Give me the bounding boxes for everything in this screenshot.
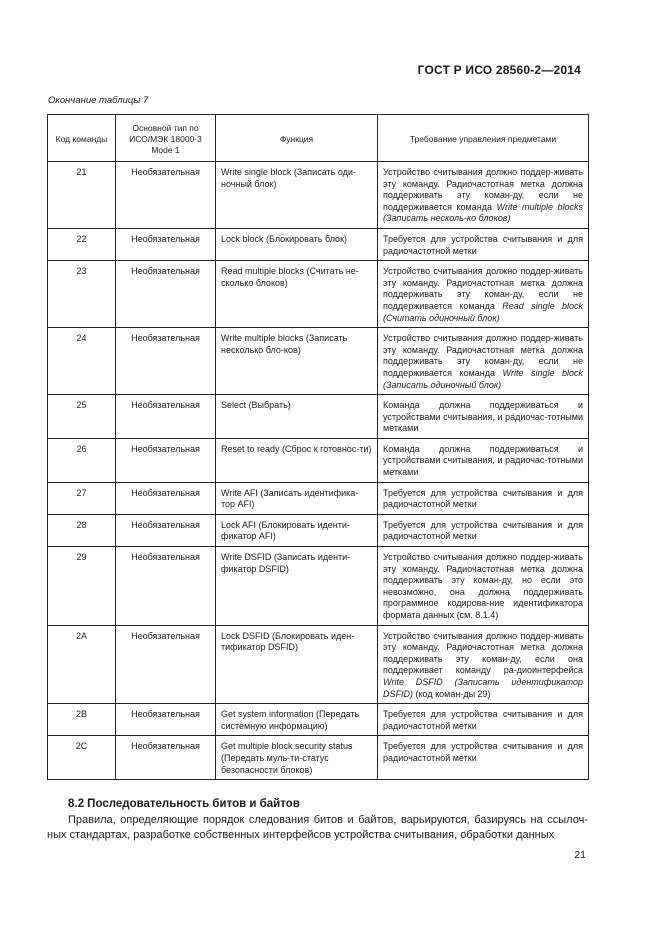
column-header-requirement: Требование управления предметами (378, 115, 589, 162)
command-code-cell: 2C (48, 736, 116, 780)
requirement-cell (378, 547, 589, 626)
command-type-cell: Необязательная (116, 482, 216, 514)
command-type-cell: Необязательная (116, 736, 216, 780)
requirement-cell (378, 704, 589, 736)
requirement-text: Устройство считывания должно поддер-живать эту команду. Радиочастотная метка должна поддерживать эту коман-ду, если не поддерживается команда (383, 333, 583, 378)
requirement-cell (378, 625, 589, 704)
command-code-cell: 22 (48, 228, 116, 260)
command-function-cell: Reset to ready (Сброс к готовнос-ти) (216, 438, 378, 482)
requirement-text: Требуется для устройства считывания и для радиочастотной метки (383, 487, 583, 510)
table-row (48, 395, 589, 439)
requirement-cell (378, 736, 589, 780)
command-code-cell: 23 (48, 261, 116, 328)
requirement-tail-text: (код коман-ды 29) (415, 688, 491, 699)
command-function-cell: Lock AFI (Блокировать иденти-фикатор AFI) (216, 514, 378, 546)
requirement-cell (378, 261, 589, 328)
requirement-cell (378, 228, 589, 260)
requirement-text: Команда должна поддерживаться и устройствами считывания, и радиочас-тотными метками (383, 400, 583, 434)
column-header-function: Функция (216, 115, 378, 162)
table-row (48, 736, 589, 780)
command-function-cell: Select (Выбрать) (216, 395, 378, 439)
command-type-cell: Необязательная (116, 395, 216, 439)
command-function-cell: Read multiple blocks (Считать не-сколько блоков) (216, 261, 378, 328)
requirement-text: Требуется для устройства считывания и для радиочастотной метки (383, 519, 583, 542)
command-type-cell: Необязательная (116, 328, 216, 395)
requirement-text: Требуется для устройства считывания и для радиочастотной метки (383, 741, 583, 763)
command-function-cell: Write DSFID (Записать иденти-фикатор DSFID) (216, 547, 378, 626)
command-function-cell: Write single block (Записать оди-ночный блок) (216, 162, 378, 229)
table-row (48, 328, 589, 395)
table-caption: Окончание таблицы 7 (48, 95, 149, 106)
requirement-text: Требуется для устройства считывания и для радиочастотной метки (383, 233, 583, 256)
command-type-cell: Необязательная (116, 261, 216, 328)
section-title: 8.2 Последовательность битов и байтов (68, 798, 300, 810)
requirement-cell (378, 482, 589, 514)
command-type-cell: Необязательная (116, 547, 216, 626)
requirement-text: Устройство считывания должно поддер-живать эту команду. Радиочастотная метка должна поддерживать эту коман-ду, но если это невозможно, она должна поддерживать программное кодирова-ние идентификатора формата данных (см. 8.1.4) (383, 552, 583, 620)
table-row (48, 625, 589, 704)
requirement-text: Команда должна поддерживаться и устройствами считывания, и радиочас-тотными метками (383, 443, 583, 478)
column-header-code: Код команды (48, 115, 116, 162)
command-type-cell: Необязательная (116, 162, 216, 229)
column-header-type: Основной тип по ИСО/МЭК 18000-3 Mode 1 (116, 115, 216, 162)
command-function-cell: Lock block (Блокировать блок) (216, 228, 378, 260)
table-row (48, 438, 589, 482)
requirement-text: Устройство считывания должно поддер-живать эту команду. Радиочастотная метка должна поддерживать эту коман-ду, если она поддерживает команду ра-диоинтерфейса (383, 630, 583, 676)
document-header: ГОСТ Р ИСО 28560-2—2014 (417, 63, 581, 77)
command-code-cell: 27 (48, 482, 116, 514)
command-function-cell: Write multiple blocks (Записать несколько бло-ков) (216, 328, 378, 395)
table-row (48, 482, 589, 514)
command-code-cell: 29 (48, 547, 116, 626)
table-row (48, 228, 589, 260)
command-type-cell: Необязательная (116, 228, 216, 260)
command-function-cell: Write AFI (Записать идентифика-тор AFI) (216, 482, 378, 514)
command-code-cell: 25 (48, 395, 116, 439)
requirement-italic-text: Write multiple blocks (Записать несколь-ко блоков) (383, 201, 583, 224)
command-code-cell: 28 (48, 514, 116, 546)
requirement-italic-text: Write single block (Записать одиночный блок) (383, 367, 583, 390)
command-type-cell: Необязательная (116, 625, 216, 704)
requirement-cell (378, 328, 589, 395)
table-row (48, 162, 589, 229)
table-row (48, 514, 589, 546)
command-type-cell: Необязательная (116, 438, 216, 482)
requirement-text: Требуется для устройства считывания и для радиочастотной метки (383, 709, 583, 731)
requirement-cell (378, 514, 589, 546)
command-code-cell: 26 (48, 438, 116, 482)
table-row (48, 704, 589, 736)
table-row (48, 547, 589, 626)
requirement-cell (378, 395, 589, 439)
commands-table (47, 114, 589, 780)
command-code-cell: 24 (48, 328, 116, 395)
command-function-cell: Get multiple block security status (Передать муль-ти-статус безопасности блоков) (216, 736, 378, 780)
page-number: 21 (574, 849, 586, 861)
command-function-cell: Lock DSFID (Блокировать иден-тификатор DSFID) (216, 625, 378, 704)
table-row (48, 261, 589, 328)
command-type-cell: Необязательная (116, 514, 216, 546)
requirement-text: Устройство считывания должно поддер-живать эту команду. Радиочастотная метка должна поддерживать эту коман-ду, если не поддерживается команда (383, 266, 583, 311)
requirement-text: Устройство считывания должно поддер-живать эту команду. Радиочастотная метка должна поддерживать эту коман-ду, если не поддерживается команда (383, 167, 583, 212)
requirement-cell (378, 162, 589, 229)
command-type-cell: Необязательная (116, 704, 216, 736)
body-paragraph: Правила, определяющие порядок следования битов и байтов, варьируются, базируясь на ссылоч-ных стандартах, разработке собственных интерфейсов устройства считывания, обработки данных (47, 814, 588, 841)
command-code-cell: 2A (48, 625, 116, 704)
requirement-italic-text: Write DSFID (Записать идентификатор DSFID) (383, 676, 583, 699)
requirement-cell (378, 438, 589, 482)
command-code-cell: 21 (48, 162, 116, 229)
command-function-cell: Get system information (Передать системную информацию) (216, 704, 378, 736)
requirement-italic-text: Read single block (Считать одиночный блок) (383, 300, 583, 323)
command-code-cell: 2B (48, 704, 116, 736)
